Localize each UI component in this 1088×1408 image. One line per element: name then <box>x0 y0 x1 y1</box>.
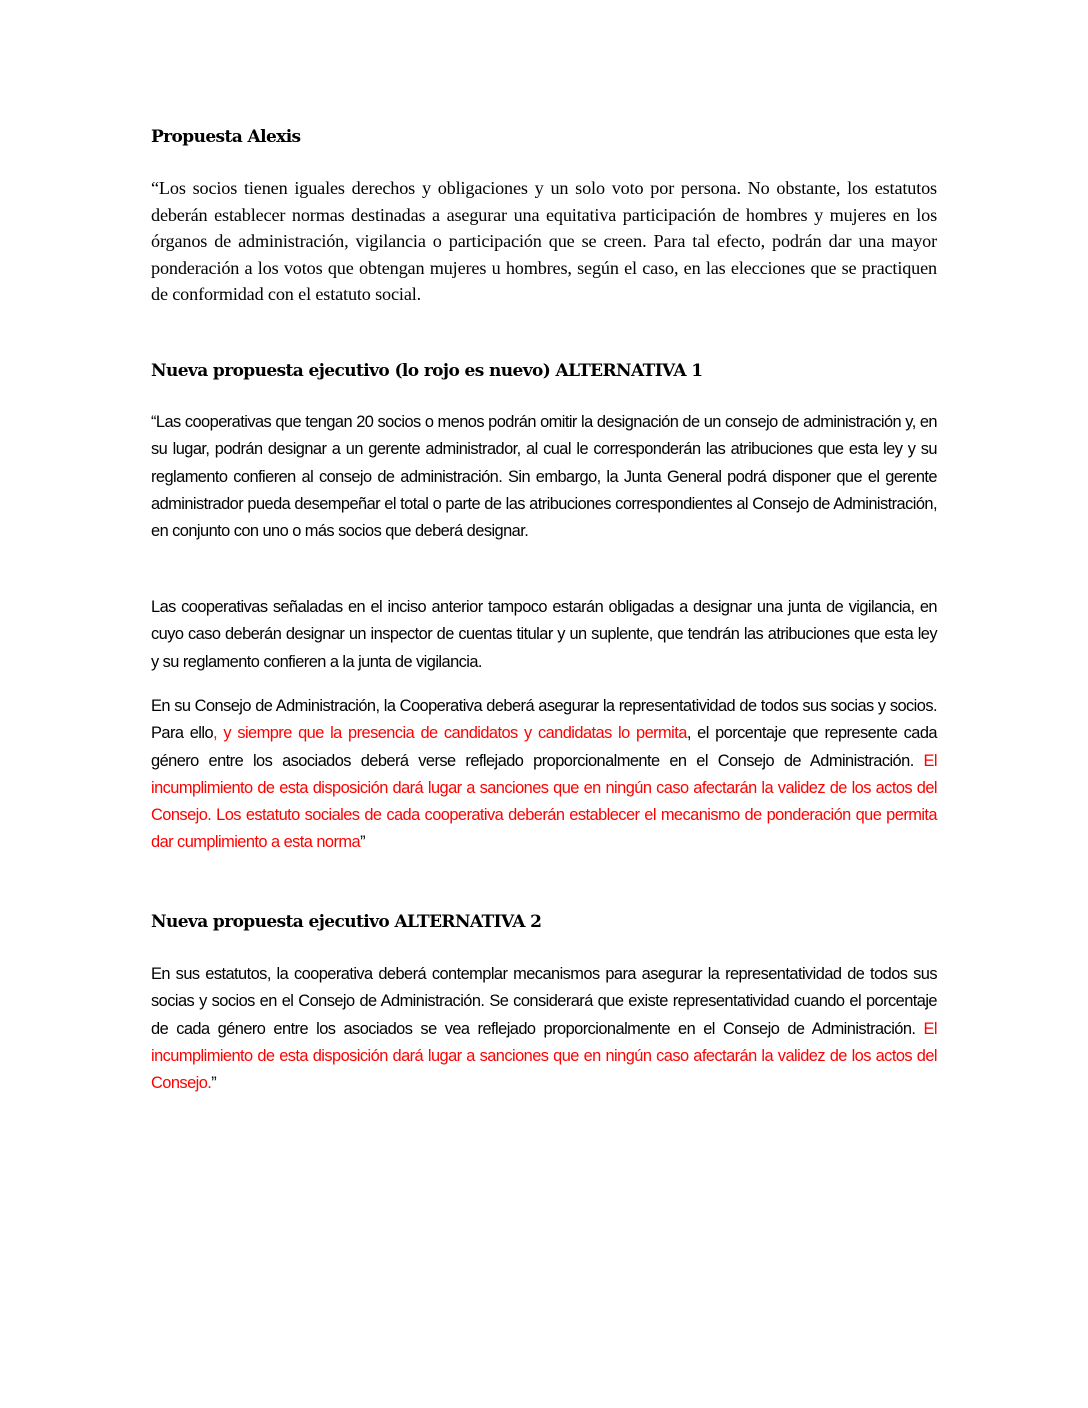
section-heading-alternativa-2: Nueva propuesta ejecutivo ALTERNATIVA 2 <box>151 912 542 932</box>
paragraph-alternativa-2 <box>151 961 937 1097</box>
text-existing: En su Consejo de Administración, la Cooperativa deberá asegurar la representatividad de todos sus socias y socios. Para ello <box>151 697 937 743</box>
text-new-red: El incumplimiento de esta disposición dará lugar a sanciones que en ningún caso afectarán la validez de los actos del Consejo. <box>151 1019 937 1093</box>
section-heading-propuesta-alexis: Propuesta Alexis <box>151 127 301 147</box>
paragraph-alternativa-1-a: “Las cooperativas que tengan 20 socios o menos podrán omitir la designación de un consejo de administración y, en su lugar, podrán designar a un gerente administrador, al cual le corresponderán las atribuciones que esta ley y su reglamento confieren al consejo de administración. Sin embargo, la Junta General podrá disponer que el gerente administrador pueda desempeñar el total o parte de las atribuciones correspondientes al Consejo de Administración, en conjunto con uno o más socios que deberá designar. <box>151 413 937 541</box>
paragraph-alternativa-1-c <box>151 693 937 857</box>
text-existing: En sus estatutos, la cooperativa deberá contemplar mecanismos para asegurar la representatividad de todos sus socias y socios en el Consejo de Administración. Se considerará que existe representatividad cuando el porcentaje de cada género entre los asociados se vea reflejado proporcionalmente en el Consejo de Administración. <box>151 965 937 1038</box>
text-new-red: , y siempre que la presencia de candidatos y candidatas lo permita <box>213 724 687 743</box>
closing-quote: ” <box>360 833 365 852</box>
text-existing: , el porcentaje que represente cada género entre los asociados deberá verse reflejado proporcionalmente en el Consejo de Administración. <box>151 724 937 770</box>
text-new-red: El incumplimiento de esta disposición dará lugar a sanciones que en ningún caso afectarán la validez de los actos del Consejo. Los estatuto sociales de cada cooperativa deberán establecer el mecanismo de ponderación que permita dar cumplimiento a esta norma <box>151 751 937 852</box>
paragraph-alternativa-1-b: Las cooperativas señaladas en el inciso anterior tampoco estarán obligadas a designar una junta de vigilancia, en cuyo caso deberán designar un inspector de cuentas titular y un suplente, que tendrán las atribuciones que esta ley y su reglamento confieren a la junta de vigilancia. <box>151 598 937 671</box>
closing-quote: ” <box>211 1074 217 1093</box>
paragraph-propuesta-alexis: “Los socios tienen iguales derechos y obligaciones y un solo voto por persona. No obstante, los estatutos deberán establecer normas destinadas a asegurar una equitativa participación de hombres y mujeres en los órganos de administración, vigilancia o participación que se creen. Para tal efecto, podrán dar una mayor ponderación a los votos que obtengan mujeres u hombres, según el caso, en las elecciones que se practiquen de conformidad con el estatuto social. <box>151 178 937 305</box>
section-heading-alternativa-1: Nueva propuesta ejecutivo (lo rojo es nuevo) ALTERNATIVA 1 <box>151 361 703 381</box>
